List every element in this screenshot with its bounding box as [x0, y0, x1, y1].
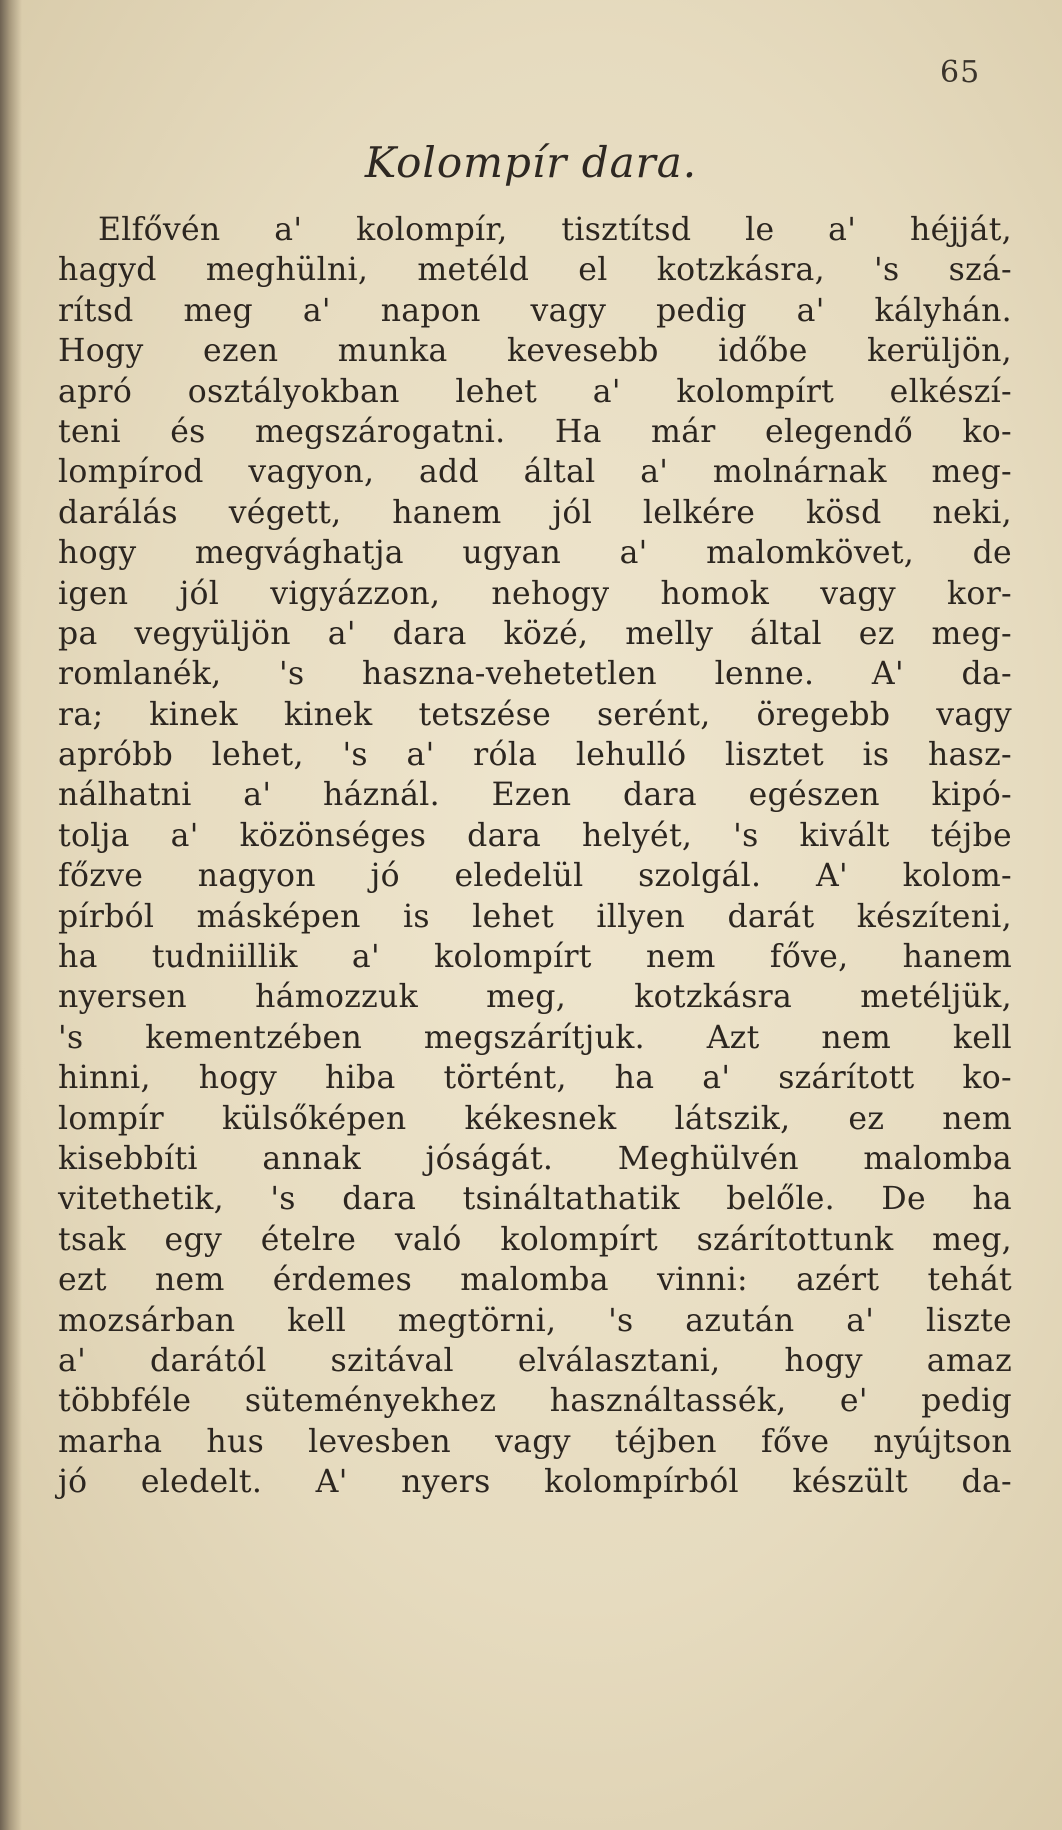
text-line: igen jól vigyázzon, nehogy homok vagy kor- — [58, 575, 1012, 612]
text-line: tsak egy ételre való kolompírt szárítottunk meg, — [58, 1221, 1012, 1258]
text-line: ha tudniillik a' kolompírt nem főve, hanem — [58, 939, 1012, 976]
text-line: 's kementzében megszárítjuk. Azt nem kell — [58, 1019, 1012, 1056]
section-heading: Kolompír dara. — [364, 138, 698, 187]
text-line: nyersen hámozzuk meg, kotzkásra metéljük, — [58, 979, 1012, 1016]
text-line: többféle süteményekhez használtassék, e' pedig — [58, 1383, 1012, 1420]
text-line: nálhatni a' háznál. Ezen dara egészen kipó- — [58, 777, 1012, 814]
text-line: Elfővén a' kolompír, tisztítsd le a' héjját, — [98, 212, 1012, 248]
text-line: lompírod vagyon, add által a' molnárnak meg- — [58, 454, 1012, 491]
text-line: vitethetik, 's dara tsináltathatik belőle. De ha — [58, 1181, 1012, 1218]
text-line: kisebbíti annak jóságát. Meghülvén malomba — [58, 1140, 1012, 1177]
text-line: jó eledelt. A' nyers kolompírból készült da- — [58, 1464, 1012, 1501]
text-line: teni és megszárogatni. Ha már elegendő ko- — [58, 413, 1012, 450]
body-text — [58, 210, 1012, 1503]
text-line: hogy megvághatja ugyan a' malomkövet, de — [58, 535, 1012, 572]
text-line: mozsárban kell megtörni, 's azután a' liszte — [58, 1302, 1012, 1339]
text-line: darálás végett, hanem jól lelkére kösd neki, — [58, 494, 1012, 531]
text-line: marha hus levesben vagy téjben főve nyújtson — [58, 1423, 1012, 1460]
text-line: apróbb lehet, 's a' róla lehulló lisztet is hasz- — [58, 737, 1012, 774]
text-line: a' darától szitával elválasztani, hogy amaz — [58, 1342, 1012, 1379]
text-line: tolja a' közönséges dara helyét, 's kivált téjbe — [58, 817, 1012, 854]
text-line: lompír külsőképen kékesnek látszik, ez nem — [58, 1100, 1012, 1137]
page-number: 65 — [940, 55, 981, 90]
text-line: Hogy ezen munka kevesebb időbe kerüljön, — [58, 333, 1012, 370]
binding-shadow — [0, 0, 22, 1830]
text-line: rítsd meg a' napon vagy pedig a' kályhán. — [58, 292, 1012, 329]
text-line: pa vegyüljön a' dara közé, melly által ez meg- — [58, 615, 1012, 652]
text-line: ezt nem érdemes malomba vinni: azért tehát — [58, 1262, 1012, 1299]
text-line: pírból másképen is lehet illyen darát készíteni, — [58, 898, 1012, 935]
text-line: hinni, hogy hiba történt, ha a' szárított ko- — [58, 1060, 1012, 1097]
text-line: apró osztályokban lehet a' kolompírt elkészí- — [58, 373, 1012, 410]
text-line: romlanék, 's haszna-vehetetlen lenne. A' da- — [58, 656, 1012, 693]
text-line: ra; kinek kinek tetszése serént, öregebb vagy — [58, 696, 1012, 733]
text-line: főzve nagyon jó eledelül szolgál. A' kolom- — [58, 858, 1012, 895]
text-line: hagyd meghülni, metéld el kotzkásra, 's szá- — [58, 252, 1012, 289]
